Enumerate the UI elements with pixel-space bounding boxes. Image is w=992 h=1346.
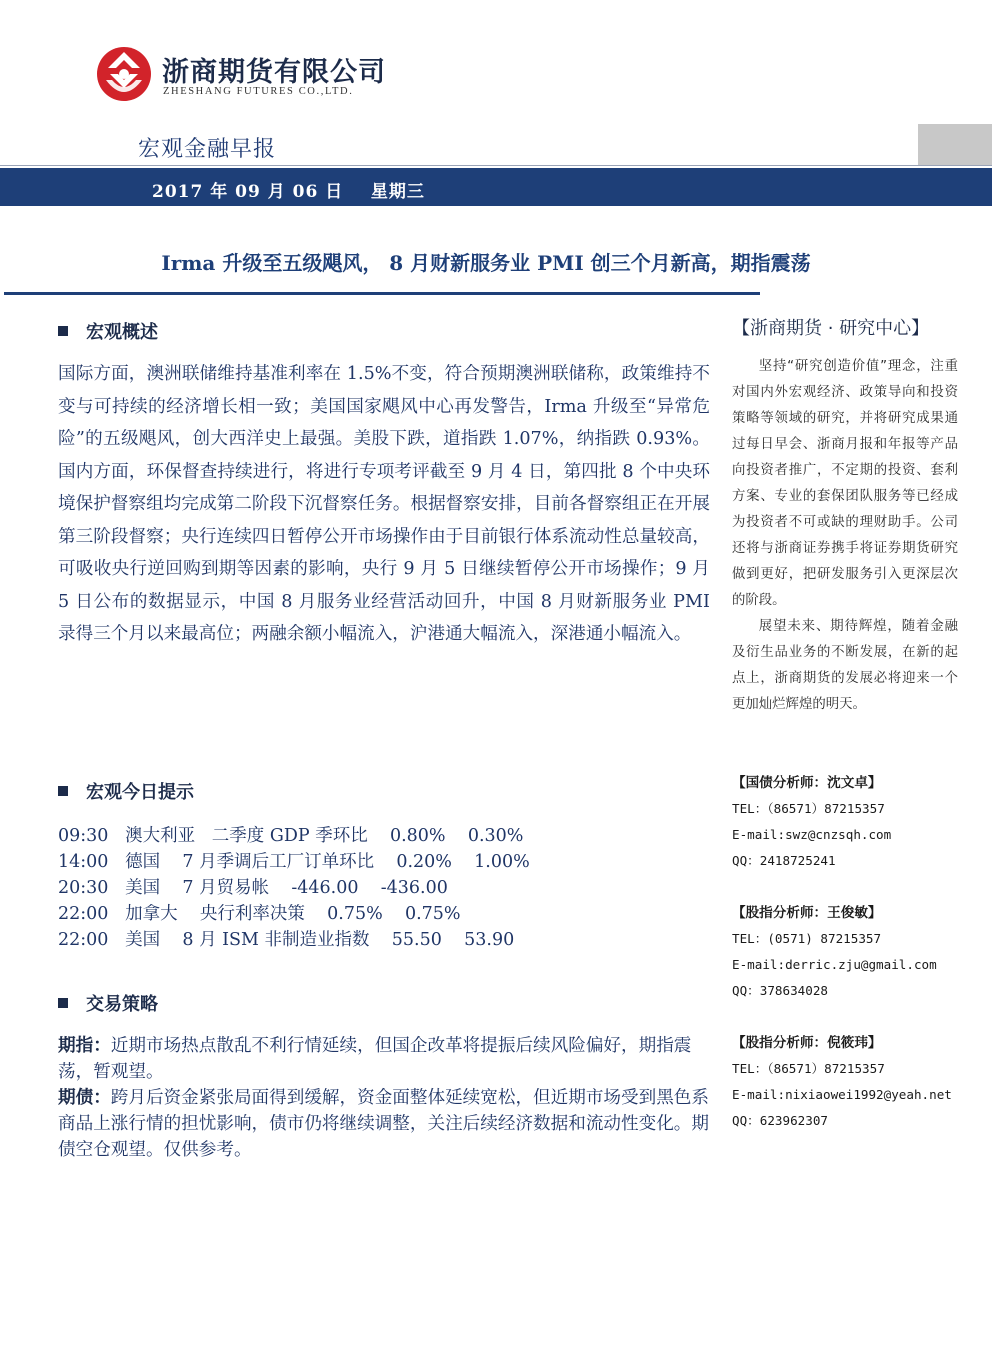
- bullet-square-icon: [58, 786, 68, 796]
- analyst-qq: QQ：623962307: [732, 1113, 828, 1128]
- strategy-label: 期债：: [58, 1087, 111, 1109]
- strategy-body: 跨月后资金紧张局面得到缓解，资金面整体延续宽松，但近期市场受到黑色系商品上涨行情的担忧影响，债市仍将继续调整，关注后续经济数据和流动性变化。期债空仓观望。仅供参考。: [58, 1088, 709, 1160]
- section-title-strategy: 交易策略: [58, 990, 158, 1016]
- header-gray-block: [918, 124, 992, 166]
- strategy-label: 期指：: [58, 1035, 111, 1056]
- strategy-body: 近期市场热点散乱不利行情延续，但国企改革将提振后续风险偏好，期指震荡，暂观望。: [58, 1036, 692, 1082]
- analyst-card: [732, 900, 937, 1004]
- analyst-card: [732, 770, 891, 874]
- strategy-text: [58, 1033, 710, 1164]
- sidebar-outlook: 展望未来、期待辉煌，随着金融及衍生品业务的不断发展，在新的起点上，浙商期货的发展必将迎来一个更加灿烂辉煌的明天。: [732, 619, 958, 712]
- analyst-qq: QQ：378634028: [732, 983, 828, 998]
- company-logo: [96, 46, 152, 102]
- report-date: 2017 年 09 月 06 日 星期三: [152, 182, 425, 202]
- strategy-item-index: [58, 1033, 710, 1085]
- bullet-square-icon: [58, 998, 68, 1008]
- bullet-square-icon: [58, 326, 68, 336]
- analyst-card: [732, 1030, 952, 1134]
- strategy-item-bond: [58, 1085, 710, 1163]
- analyst-qq: QQ：2418725241: [732, 853, 836, 868]
- macro-calendar: [58, 823, 530, 953]
- overview-text: 国际方面，澳洲联储维持基准利率在 1.5%不变，符合预期澳洲联储称，政策维持不变与可持续的经济增长相一致；美国国家飓风中心再发警告，Irma 升级至“异常危险”的五级飓风，创大西洋史上最强。美股下跌，道指跌 1.07%，纳指跌 0.93%。国内方面，环保督查持续进行，将进行专项考评截至 9 月 4 日，第四批 8 个中央环境保护督察组均完成第二阶段下沉督察任务。根据督察安排，目前各督察组正在开展第三阶段督察；央行连续四日暂停公开市场操作由于目前银行体系流动性总量较高，可吸收央行逆回购到期等因素的影响，央行 9 月 5 日继续暂停公开市场操作；9 月 5 日公布的数据显示，中国 8 月服务业经营活动回升，中国 8 月财新服务业 PMI 录得三个月以来最高位；两融余额小幅流入，沪港通大幅流入，深港通小幅流入。: [58, 364, 710, 644]
- calendar-row: 22:00 加拿大 央行利率决策 0.75% 0.75%: [58, 904, 461, 924]
- header-divider: [0, 165, 992, 166]
- calendar-row: 22:00 美国 8 月 ISM 非制造业指数 55.50 53.90: [58, 930, 515, 950]
- analyst-email[interactable]: E-mail:swz@cnzsqh.com: [732, 827, 892, 842]
- calendar-row: 14:00 德国 7 月季调后工厂订单环比 0.20% 1.00%: [58, 852, 530, 872]
- analyst-name: 【股指分析师：王俊敏】: [732, 905, 882, 921]
- analyst-email[interactable]: E-mail:nixiaowei1992@yeah.net: [732, 1087, 952, 1102]
- date-bar: [0, 168, 992, 206]
- company-name-cn: 浙商期货有限公司: [162, 57, 386, 88]
- analyst-tel: TEL：（86571）87215357: [732, 1061, 885, 1076]
- analyst-name: 【股指分析师：倪筱玮】: [732, 1035, 882, 1051]
- analyst-tel: TEL：(0571) 87215357: [732, 931, 882, 946]
- section-title-today: 宏观今日提示: [58, 778, 194, 804]
- report-headline: Irma 升级至五级飓风， 8 月财新服务业 PMI 创三个月新高，期指震荡: [161, 251, 811, 275]
- sidebar-title: 【浙商期货 · 研究中心】: [732, 318, 930, 339]
- calendar-row: 09:30 澳大利亚 二季度 GDP 季环比 0.80% 0.30%: [58, 826, 524, 846]
- company-name-en: ZHESHANG FUTURES CO.,LTD.: [163, 86, 354, 97]
- calendar-row: 20:30 美国 7 月贸易帐 -446.00 -436.00: [58, 878, 448, 898]
- sidebar-intro: 坚持“研究创造价值”理念，注重对国内外宏观经济、政策导向和投资策略等领域的研究，并将研究成果通过每日早会、浙商月报和年报等产品向投资者推广，不定期的投资、套利方案、专业的套保团队服务等已经成为投资者不可或缺的理财助手。公司还将与浙商证券携手将证券期货研究做到更好，把研发服务引入更深层次的阶段。: [732, 359, 958, 608]
- analyst-email[interactable]: E-mail:derric.zju@gmail.com: [732, 957, 937, 972]
- report-type: 宏观金融早报: [138, 137, 277, 162]
- analyst-name: 【国债分析师：沈文卓】: [732, 775, 882, 791]
- headline-rule: [4, 292, 760, 295]
- section-title-overview: 宏观概述: [58, 318, 158, 344]
- analyst-tel: TEL：（86571）87215357: [732, 801, 885, 816]
